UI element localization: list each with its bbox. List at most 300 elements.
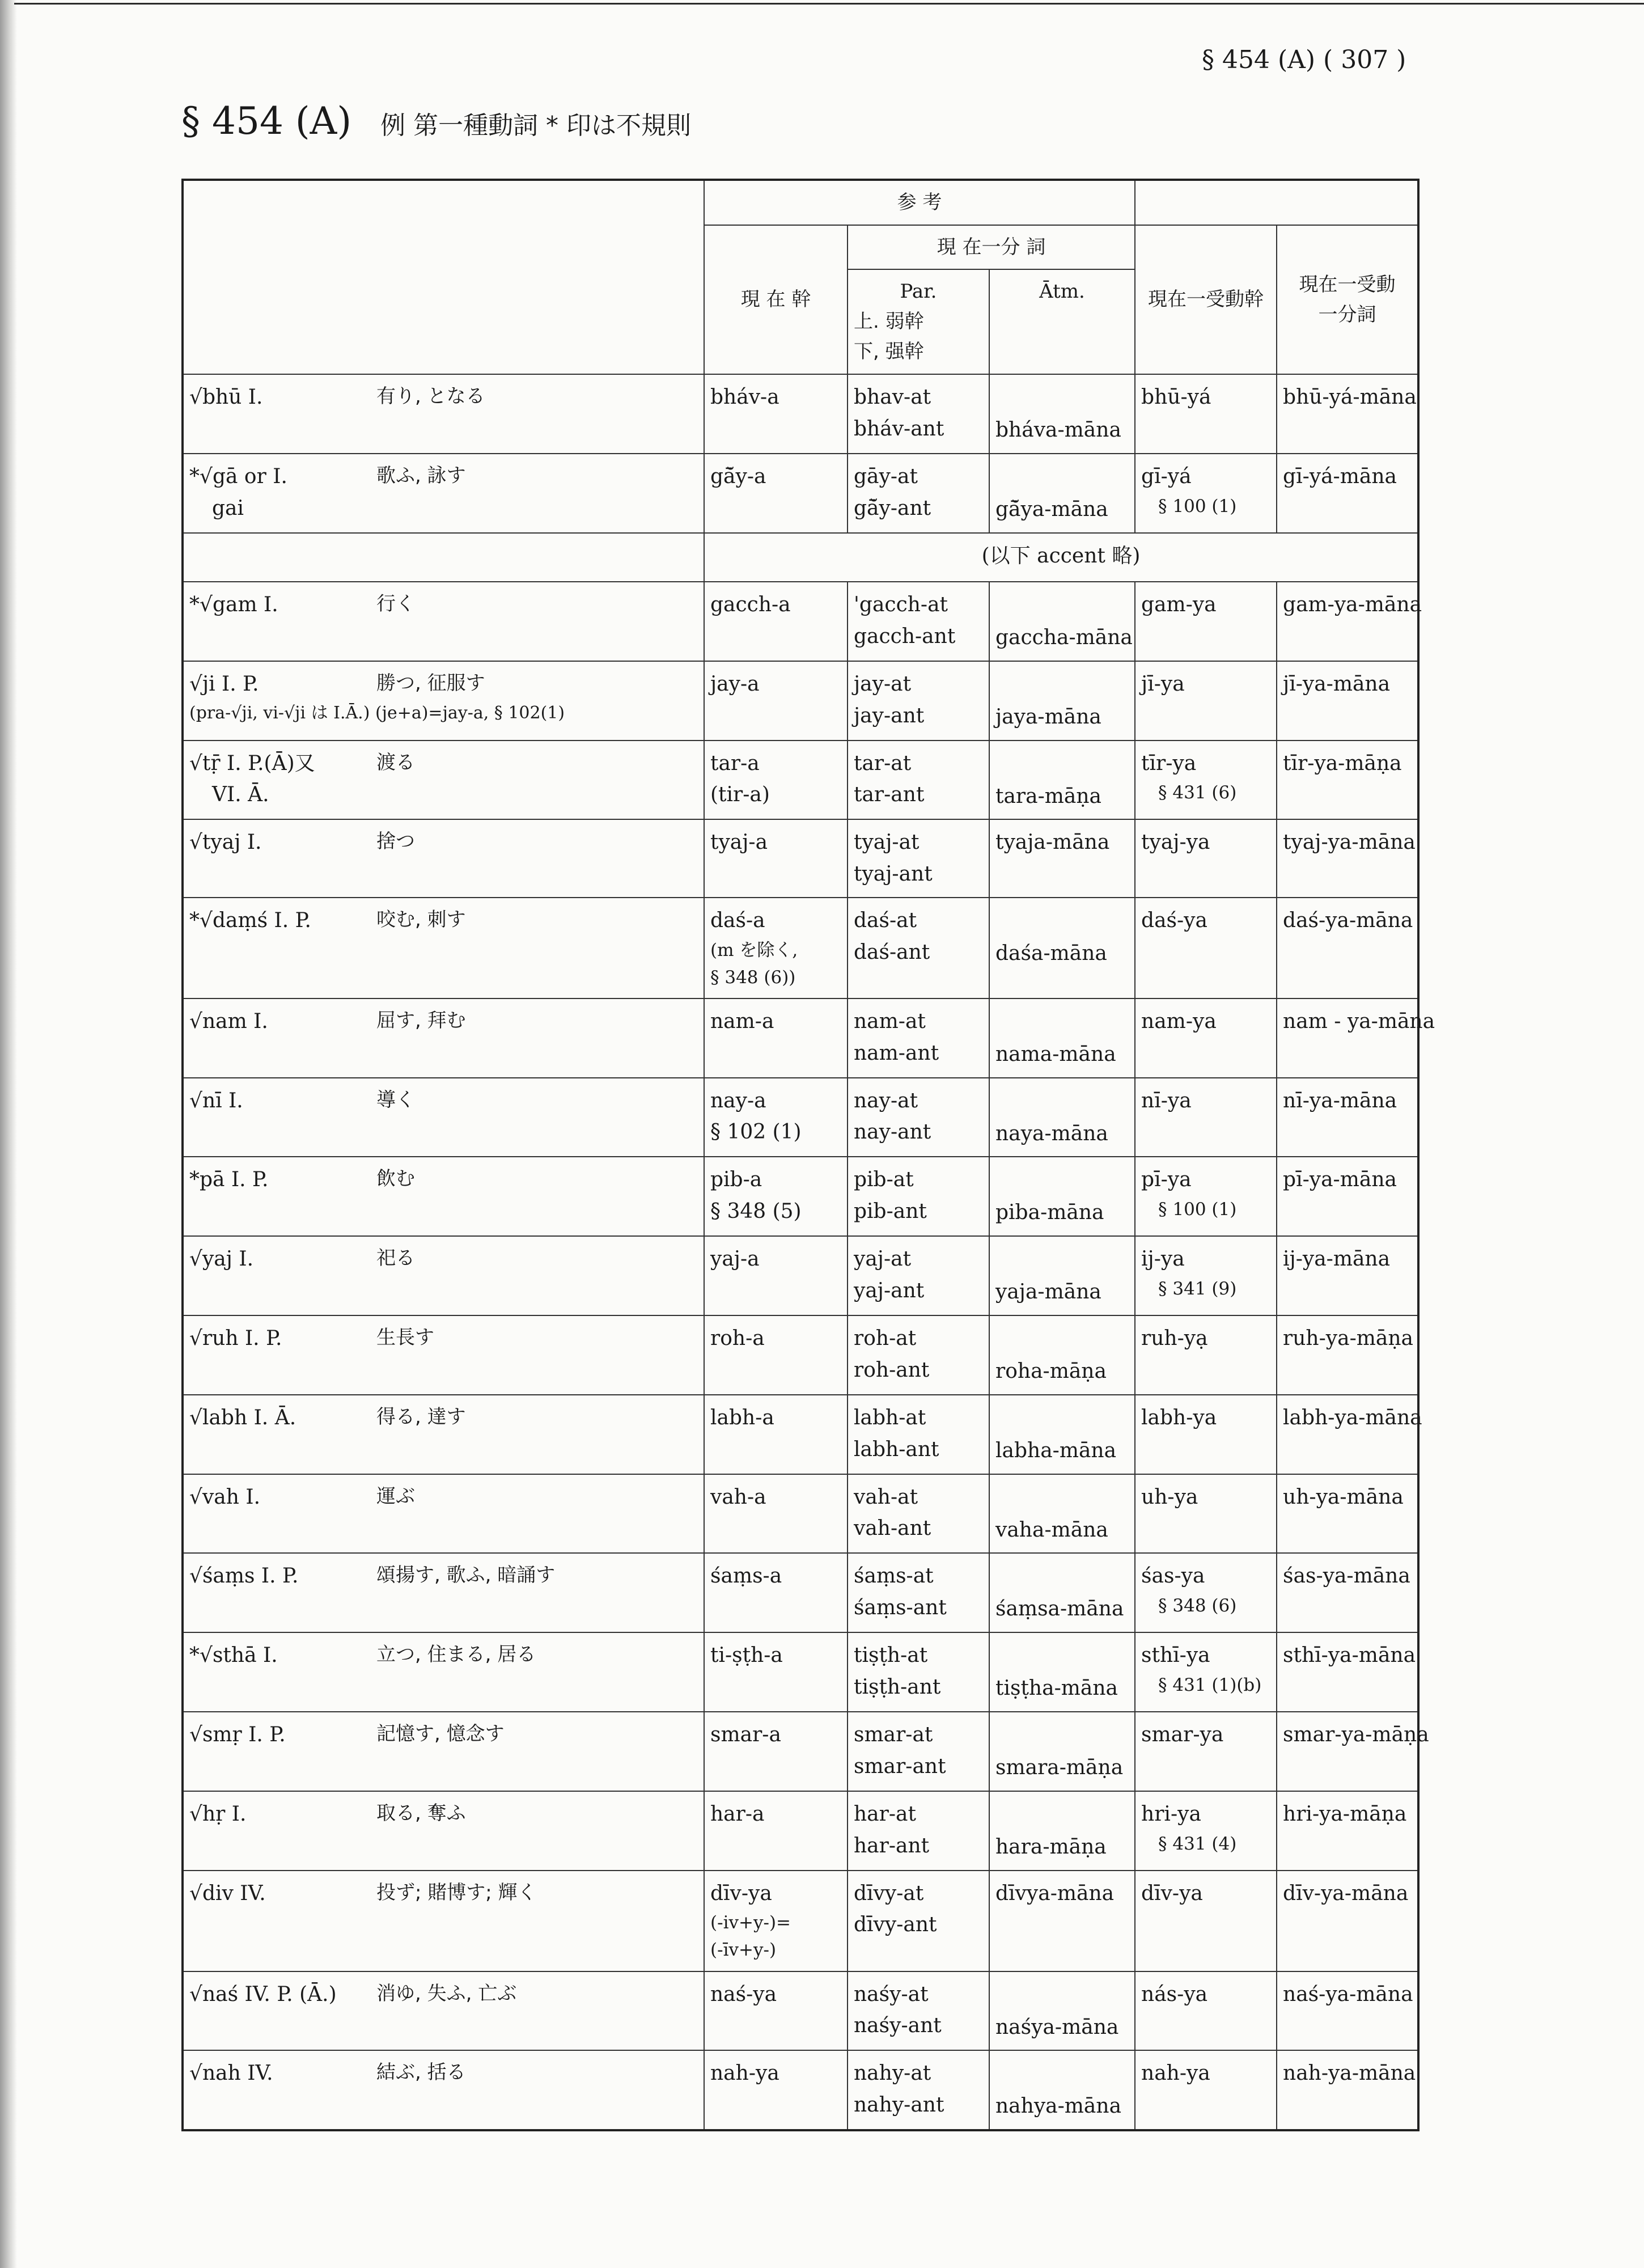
passive-participle-cell: [1277, 1553, 1418, 1632]
present-stem-cell: [704, 998, 848, 1078]
atm-participle-cell: [989, 741, 1135, 820]
present-stem-cell: [704, 1315, 848, 1395]
root-cell: [183, 1078, 704, 1157]
atm-participle-cell: [989, 454, 1135, 533]
passive-participle-cell: [1277, 1157, 1418, 1236]
passive-stem-cell: [1135, 1553, 1277, 1632]
passive-stem: nī-ya: [1141, 1089, 1192, 1112]
verb-meaning: 頌揚す, 歌ふ, 暗誦す: [376, 1564, 556, 1587]
passive-participle: smar-ya-māṇa: [1283, 1723, 1429, 1747]
present-stem-cell: [704, 1157, 848, 1236]
verb-root: *pā I. P.: [189, 1168, 269, 1192]
present-stem-cell: [704, 898, 848, 998]
par-participle-cell: [848, 741, 989, 820]
atm-participle-cell: [989, 998, 1135, 1078]
verb-meaning: 行く: [376, 592, 415, 615]
verb-root: √nah IV.: [189, 2062, 273, 2085]
passive-participle: tyaj-ya-māna: [1283, 831, 1416, 854]
passive-participle-cell: [1277, 374, 1418, 454]
par-participle: tar-ant: [854, 783, 925, 807]
root-cell: [183, 1632, 704, 1712]
passive-stem: pī-ya: [1141, 1168, 1192, 1192]
verb-root: √tṝ I. P.(Ā)又: [189, 751, 315, 775]
accent-note-row: [183, 533, 1418, 582]
root-cell: [183, 661, 704, 741]
present-stem-cell: [704, 1474, 848, 1554]
atm-participle: dīvya-māna: [995, 1881, 1115, 1905]
table-row: [183, 1157, 1418, 1236]
root-cell: [183, 454, 704, 533]
passive-stem-cell: [1135, 454, 1277, 533]
passive-stem: § 431 (1)(b): [1158, 1675, 1262, 1696]
section-title: § 454 (A): [181, 99, 352, 143]
verb-root: √nī I.: [189, 1089, 243, 1112]
header-reference: 参 考: [704, 180, 1135, 225]
root-cell: [183, 898, 704, 998]
present-stem-cell: [704, 582, 848, 661]
passive-participle: tīr-ya-māṇa: [1283, 751, 1402, 775]
atm-participle-cell: [989, 1315, 1135, 1395]
running-head: § 454 (A) ( 307 ): [1202, 45, 1406, 74]
verb-meaning: 捨つ: [376, 830, 415, 853]
header-present-participle: 現 在一分 詞: [848, 225, 1135, 270]
passive-stem-cell: [1135, 374, 1277, 454]
verb-meaning: 得る, 達す: [376, 1405, 466, 1428]
present-stem: gacch-a: [710, 593, 791, 616]
top-rule: [14, 3, 1644, 5]
par-participle: nahy-at: [854, 2062, 931, 2085]
passive-participle-cell: [1277, 1236, 1418, 1315]
passive-participle-cell: [1277, 1871, 1418, 1971]
table-row: [183, 661, 1418, 741]
accent-note-blank: [183, 533, 704, 582]
atm-participle: nahya-māna: [995, 2094, 1122, 2118]
passive-participle: gam-ya-māna: [1283, 593, 1422, 616]
passive-stem-cell: [1135, 1632, 1277, 1712]
table-row: [183, 998, 1418, 1078]
present-stem: labh-a: [710, 1406, 774, 1429]
par-participle-cell: [848, 1971, 989, 2051]
passive-stem-cell: [1135, 819, 1277, 898]
table-row: [183, 1553, 1418, 1632]
verb-root: *√sthā I.: [189, 1644, 278, 1668]
par-participle-cell: [848, 661, 989, 741]
passive-participle: śas-ya-māna: [1283, 1564, 1410, 1588]
verb-root: √div IV.: [189, 1881, 266, 1905]
present-stem: (tir-a): [710, 783, 770, 807]
root-cell: [183, 582, 704, 661]
present-stem: (m を除く,: [710, 940, 798, 960]
root-cell: [183, 2050, 704, 2130]
passive-participle-cell: [1277, 2050, 1418, 2130]
table-row: [183, 819, 1418, 898]
par-participle: jay-ant: [854, 704, 925, 727]
table-row: [183, 1712, 1418, 1791]
present-stem: jay-a: [710, 672, 760, 696]
verb-root: √śaṃs I. P.: [189, 1564, 299, 1588]
verb-root-continued: gai: [212, 496, 244, 520]
atm-participle-cell: [989, 2050, 1135, 2130]
passive-participle: hri-ya-māṇa: [1283, 1802, 1407, 1826]
present-stem: tyaj-a: [710, 831, 768, 854]
verb-meaning: 記憶す, 憶念す: [376, 1723, 505, 1746]
passive-stem: § 431 (6): [1158, 782, 1237, 803]
passive-stem: labh-ya: [1141, 1406, 1217, 1429]
passive-participle: nah-ya-māna: [1283, 2062, 1416, 2085]
atm-participle: naya-māna: [995, 1122, 1108, 1145]
present-stem: śaṃs-a: [710, 1564, 782, 1588]
par-participle-cell: [848, 582, 989, 661]
atm-participle-cell: [989, 374, 1135, 454]
passive-stem: daś-ya: [1141, 908, 1207, 932]
passive-stem: hri-ya: [1141, 1802, 1201, 1826]
present-stem-cell: [704, 1712, 848, 1791]
header-par: Par. 上. 弱幹 下, 强幹: [848, 269, 989, 374]
atm-participle: tara-māṇa: [995, 784, 1102, 808]
par-participle-cell: [848, 1157, 989, 1236]
par-participle: naśy-at: [854, 1982, 929, 2006]
atm-participle-cell: [989, 1632, 1135, 1712]
passive-participle: ij-ya-māna: [1283, 1247, 1391, 1271]
passive-stem: § 431 (4): [1158, 1833, 1237, 1854]
atm-participle: naśya-māna: [995, 2015, 1119, 2039]
page-edge-shadow: [0, 0, 17, 2268]
par-participle-cell: [848, 1871, 989, 1971]
present-stem-cell: [704, 374, 848, 454]
accent-note: (以下 accent 略): [704, 533, 1418, 582]
passive-participle-cell: [1277, 819, 1418, 898]
atm-participle-cell: [989, 582, 1135, 661]
par-participle: nay-ant: [854, 1120, 931, 1144]
root-cell: [183, 1971, 704, 2051]
verb-root: √tyaj I.: [189, 831, 262, 854]
passive-stem-cell: [1135, 1971, 1277, 2051]
atm-participle-cell: [989, 1078, 1135, 1157]
passive-participle-cell: [1277, 1474, 1418, 1554]
passive-participle-cell: [1277, 998, 1435, 1078]
atm-participle-cell: [989, 1712, 1135, 1791]
par-participle: gacch-ant: [854, 624, 956, 648]
table-row: [183, 374, 1418, 454]
passive-stem-cell: [1135, 1236, 1277, 1315]
par-participle-cell: [848, 1474, 989, 1554]
passive-participle: naś-ya-māna: [1283, 1982, 1413, 2006]
par-participle: śaṃs-ant: [854, 1596, 947, 1620]
par-participle-cell: [848, 374, 989, 454]
table-row: [183, 582, 1418, 661]
par-participle: smar-at: [854, 1723, 933, 1747]
par-participle-cell: [848, 898, 989, 998]
par-participle: har-at: [854, 1802, 916, 1826]
par-participle-cell: [848, 1553, 989, 1632]
passive-stem: § 100 (1): [1158, 496, 1237, 517]
passive-stem-cell: [1135, 1315, 1277, 1395]
par-participle: dīvy-ant: [854, 1913, 937, 1937]
passive-participle: nam - ya-māna: [1283, 1009, 1435, 1033]
present-stem: bháv-a: [710, 386, 779, 409]
atm-participle-cell: [989, 1474, 1135, 1554]
passive-stem: gam-ya: [1141, 593, 1217, 616]
passive-participle: ruh-ya-māṇa: [1283, 1327, 1413, 1351]
passive-stem-cell: [1135, 582, 1277, 661]
par-participle: jay-at: [854, 672, 912, 696]
present-stem: vah-a: [710, 1485, 766, 1509]
passive-participle-cell: [1277, 582, 1422, 661]
par-participle: labh-ant: [854, 1437, 939, 1461]
atm-participle-cell: [989, 1971, 1135, 2051]
par-participle-cell: [848, 998, 989, 1078]
present-stem: nay-a: [710, 1089, 766, 1112]
par-participle: dīvy-at: [854, 1881, 924, 1905]
passive-participle: daś-ya-māna: [1283, 908, 1413, 932]
par-participle-cell: [848, 1712, 989, 1791]
passive-stem-cell: [1135, 1871, 1277, 1971]
atm-participle: tiṣṭha-māna: [995, 1677, 1118, 1700]
present-stem-cell: [704, 454, 848, 533]
atm-participle: yaja-māna: [995, 1280, 1101, 1304]
table-row: [183, 1971, 1418, 2051]
par-participle: vah-at: [854, 1485, 918, 1509]
par-participle-cell: [848, 2050, 989, 2130]
passive-participle-cell: [1277, 1791, 1418, 1871]
par-participle: yaj-ant: [854, 1279, 925, 1303]
verb-meaning: 導く: [376, 1088, 415, 1111]
page-title: [181, 99, 691, 143]
par-participle: gā̆y-ant: [854, 496, 931, 520]
root-cell: [183, 374, 704, 454]
present-stem-cell: [704, 1395, 848, 1474]
table-body: [183, 374, 1435, 2130]
verb-meaning: 結ぶ, 括る: [376, 2061, 466, 2084]
verb-root: √ji I. P.: [189, 672, 259, 696]
table-row: [183, 1078, 1418, 1157]
verb-root: √hṛ I.: [189, 1802, 247, 1826]
verb-meaning: 消ゆ, 失ふ, 亡ぶ: [376, 1982, 517, 2005]
passive-participle: bhū-yá-māna: [1283, 386, 1417, 409]
verb-meaning: 歌ふ, 詠す: [376, 464, 466, 488]
passive-stem-cell: [1135, 1078, 1277, 1157]
present-stem: nah-ya: [710, 2062, 779, 2085]
atm-participle-cell: [989, 1157, 1135, 1236]
header-present-passive-stem: 現在一受動幹: [1135, 225, 1277, 375]
passive-stem-cell: [1135, 898, 1277, 998]
atm-participle-cell: [989, 1395, 1135, 1474]
par-participle: vah-ant: [854, 1517, 931, 1541]
atm-participle: labha-māna: [995, 1438, 1117, 1462]
par-participle: bháv-ant: [854, 417, 944, 441]
passive-participle: labh-ya-māna: [1283, 1406, 1422, 1429]
verb-meaning: 運ぶ: [376, 1484, 415, 1508]
atm-participle-cell: [989, 1236, 1135, 1315]
par-participle-cell: [848, 1236, 989, 1315]
passive-stem: § 341 (9): [1158, 1279, 1237, 1300]
passive-stem: ruh-yạ: [1141, 1327, 1208, 1351]
par-participle: śaṃs-at: [854, 1564, 934, 1588]
passive-stem: tyaj-ya: [1141, 831, 1210, 854]
root-cell: [183, 1553, 704, 1632]
verb-root: √vah I.: [189, 1485, 261, 1509]
passive-participle-cell: [1277, 1395, 1422, 1474]
atm-participle: vaha-māna: [995, 1518, 1108, 1542]
atm-participle: jaya-māna: [995, 705, 1101, 729]
present-stem: yaj-a: [710, 1247, 760, 1271]
root-cell: [183, 1157, 704, 1236]
atm-participle: roha-māṇa: [995, 1360, 1107, 1383]
par-participle-cell: [848, 1078, 989, 1157]
root-cell: [183, 741, 704, 820]
passive-stem: śas-ya: [1141, 1564, 1205, 1588]
verb-meaning: 屈す, 拜む: [376, 1009, 466, 1032]
verb-meaning: 飲む: [376, 1167, 415, 1191]
verb-root: √yaj I.: [189, 1247, 254, 1271]
table-row: [183, 1315, 1418, 1395]
par-participle-cell: [848, 1791, 989, 1871]
present-stem-cell: [704, 2050, 848, 2130]
verb-meaning: 祀る: [376, 1247, 415, 1270]
par-participle: tyaj-ant: [854, 862, 933, 886]
root-cell: [183, 998, 704, 1078]
passive-stem: jī-ya: [1141, 672, 1185, 696]
present-stem: har-a: [710, 1802, 765, 1826]
par-participle: har-ant: [854, 1834, 930, 1857]
present-stem: smar-a: [710, 1723, 781, 1747]
present-stem-cell: [704, 1078, 848, 1157]
par-participle: yaj-at: [854, 1247, 912, 1271]
header-atm: Ātm.: [989, 269, 1135, 374]
passive-participle: uh-ya-māna: [1283, 1485, 1404, 1509]
passive-stem-cell: [1135, 661, 1277, 741]
atm-participle-cell: [989, 1553, 1135, 1632]
table-row: [183, 1474, 1418, 1554]
present-stem: pib-a: [710, 1168, 762, 1192]
verb-meaning: 勝つ, 征服す: [376, 671, 485, 695]
passive-stem: sthī-ya: [1141, 1644, 1210, 1668]
present-stem-cell: [704, 1791, 848, 1871]
root-cell: [183, 1395, 704, 1474]
par-participle: nay-at: [854, 1089, 918, 1112]
root-cell: [183, 1791, 704, 1871]
verb-meaning: 投ず; 賭博す; 輝く: [376, 1881, 537, 1904]
present-stem-cell: [704, 661, 848, 741]
passive-stem: smar-ya: [1141, 1723, 1224, 1747]
root-cell: [183, 1871, 704, 1971]
root-cell: [183, 1236, 704, 1315]
passive-participle: nī-ya-māna: [1283, 1089, 1397, 1112]
verb-root: *√gā or I.: [189, 465, 287, 489]
par-participle-cell: [848, 819, 989, 898]
par-participle: roh-at: [854, 1327, 917, 1351]
atm-participle: smara-māṇa: [995, 1756, 1124, 1780]
par-participle: nam-ant: [854, 1041, 939, 1065]
passive-stem: dīv-ya: [1141, 1881, 1203, 1905]
par-participle: pib-ant: [854, 1200, 927, 1224]
atm-participle: gaccha-māna: [995, 625, 1133, 649]
passive-stem-cell: [1135, 1791, 1277, 1871]
passive-stem: gī-yá: [1141, 465, 1192, 489]
table-row: [183, 741, 1418, 820]
present-stem: dīv-ya: [710, 1881, 772, 1905]
table-row: [183, 1791, 1418, 1871]
par-participle: smar-ant: [854, 1754, 946, 1778]
passive-stem: nás-ya: [1141, 1982, 1208, 2006]
header-present-passive-participle: 現在一受動 一分詞: [1277, 225, 1418, 375]
passive-participle-cell: [1277, 454, 1418, 533]
verb-root: √bhū I.: [189, 386, 263, 409]
header-root-blank: [183, 180, 704, 374]
passive-stem: nam-ya: [1141, 1009, 1217, 1033]
passive-stem-cell: [1135, 1157, 1277, 1236]
verb-root: √ruh I. P.: [189, 1327, 282, 1351]
verb-root: *√gam I.: [189, 593, 278, 616]
passive-stem-cell: [1135, 1474, 1277, 1554]
passive-stem: § 348 (6): [1158, 1596, 1237, 1617]
present-stem-cell: [704, 1236, 848, 1315]
present-stem: naś-ya: [710, 1982, 777, 2006]
passive-participle: jī-ya-māna: [1283, 672, 1391, 696]
verb-meaning: 立つ, 住まる, 居る: [376, 1643, 536, 1666]
verb-table: [181, 179, 1435, 2131]
present-stem: § 102 (1): [710, 1120, 802, 1144]
present-stem: ti-ṣṭh-a: [710, 1644, 783, 1668]
table-row: [183, 454, 1418, 533]
passive-stem: tīr-ya: [1141, 751, 1197, 775]
passive-stem-cell: [1135, 1712, 1277, 1791]
passive-stem: bhū-yá: [1141, 386, 1211, 409]
table-row: [183, 1871, 1418, 1971]
present-stem: § 348 (5): [710, 1200, 802, 1224]
atm-participle: gā̆ya-māna: [995, 498, 1108, 522]
passive-participle: dīv-ya-māna: [1283, 1881, 1409, 1905]
passive-participle: pī-ya-māna: [1283, 1168, 1397, 1192]
par-participle: tar-at: [854, 751, 912, 775]
present-stem-cell: [704, 1871, 848, 1971]
par-participle: tiṣṭh-ant: [854, 1675, 941, 1699]
par-participle: daś-at: [854, 908, 917, 932]
par-participle: nam-at: [854, 1009, 926, 1033]
atm-participle-cell: [989, 1871, 1135, 1971]
verb-meaning: 取る, 奪ふ: [376, 1801, 466, 1825]
atm-participle-cell: [989, 661, 1135, 741]
present-stem: § 348 (6)): [710, 967, 796, 988]
passive-participle-cell: [1277, 1315, 1418, 1395]
root-cell: [183, 1712, 704, 1791]
verb-root: √nam I.: [189, 1009, 268, 1033]
par-participle: pib-at: [854, 1168, 914, 1192]
passive-stem-cell: [1135, 1395, 1277, 1474]
verb-meaning: 生長す: [376, 1326, 434, 1349]
verb-meaning: 咬む, 刺す: [376, 908, 466, 931]
verb-root: √labh I. Ā.: [189, 1406, 296, 1429]
present-stem-cell: [704, 1553, 848, 1632]
header-blank-right: [1135, 180, 1418, 225]
par-participle-cell: [848, 1632, 989, 1712]
verb-root-continued: VI. Ā.: [212, 783, 269, 807]
par-participle-cell: [848, 1315, 989, 1395]
present-stem: tar-a: [710, 751, 760, 775]
par-participle: bhav-at: [854, 386, 931, 409]
present-stem: daś-a: [710, 908, 765, 932]
passive-stem-cell: [1135, 998, 1277, 1078]
header-present-stem: 現 在 幹: [704, 225, 848, 375]
par-participle: nahy-ant: [854, 2093, 944, 2117]
passive-participle: gī-yá-māna: [1283, 465, 1397, 489]
passive-participle: sthī-ya-māna: [1283, 1644, 1416, 1668]
passive-participle-cell: [1277, 1971, 1418, 2051]
par-participle: naśy-ant: [854, 2014, 942, 2038]
passive-participle-cell: [1277, 1632, 1418, 1712]
atm-participle-cell: [989, 898, 1135, 998]
present-stem: nam-a: [710, 1009, 774, 1033]
